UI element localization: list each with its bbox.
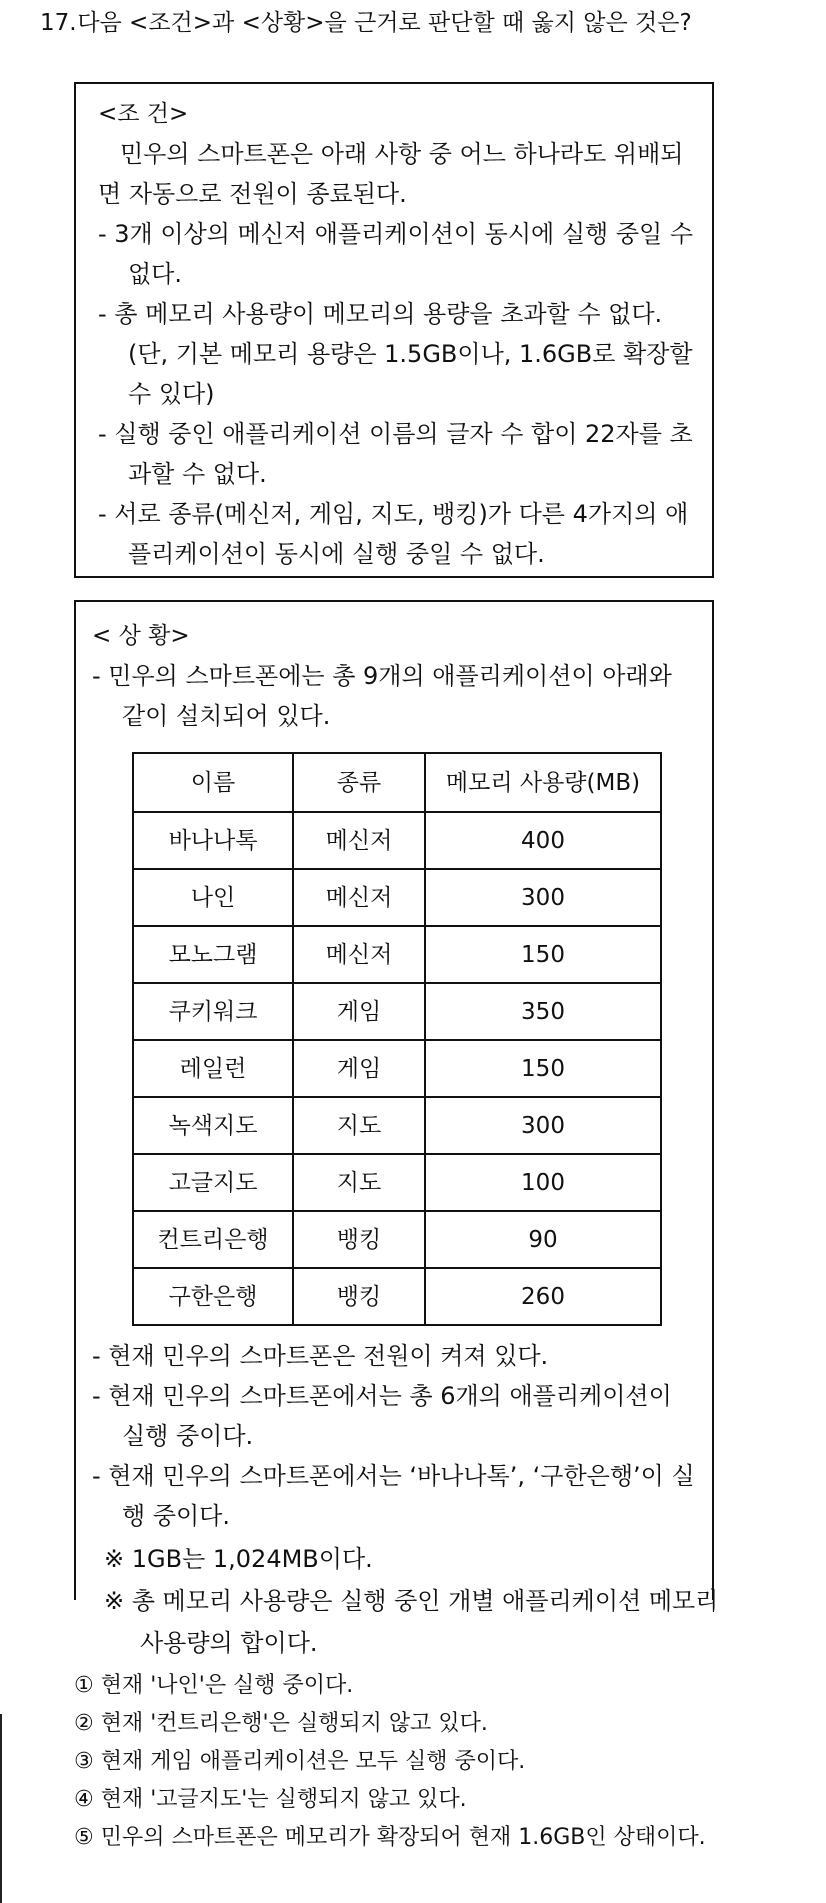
table-cell: 모노그램 [133, 926, 293, 983]
table-header-cell: 종류 [293, 753, 425, 812]
table-header-row [133, 753, 661, 812]
table-cell: 300 [425, 1097, 661, 1154]
table-row [133, 1040, 661, 1097]
choice-4[interactable]: ④ 현재 '고글지도'는 실행되지 않고 있다. [74, 1787, 467, 1812]
page-edge-line [0, 1714, 2, 1903]
table-cell: 뱅킹 [293, 1268, 425, 1325]
situation-intro: - 민우의 스마트폰에는 총 9개의 애플리케이션이 아래와 같이 설치되어 있다. [92, 662, 672, 730]
condition-item: - 서로 종류(메신저, 게임, 지도, 뱅킹)가 다른 4가지의 애플리케이션이 동시에 실행 중일 수 없다. [98, 500, 689, 568]
table-cell: 메신저 [293, 812, 425, 869]
table-cell: 메신저 [293, 926, 425, 983]
table-cell: 뱅킹 [293, 1211, 425, 1268]
situation-item: - 현재 민우의 스마트폰에서는 ‘바나나톡’, ‘구한은행’이 실행 중이다. [92, 1462, 695, 1530]
table-cell: 고글지도 [133, 1154, 293, 1211]
table-cell: 100 [425, 1154, 661, 1211]
conditions-intro: 민우의 스마트폰은 아래 사항 중 어느 하나라도 위배되면 자동으로 전원이 종료된다. [98, 140, 684, 208]
table-cell: 400 [425, 812, 661, 869]
table-cell: 나인 [133, 869, 293, 926]
conditions-header: <조 건> [98, 101, 189, 127]
situation-item: - 현재 민우의 스마트폰에서는 총 6개의 애플리케이션이 실행 중이다. [92, 1382, 672, 1450]
table-cell: 150 [425, 926, 661, 983]
table-row [133, 812, 661, 869]
table-row [133, 926, 661, 983]
table-cell: 쿠키워크 [133, 983, 293, 1040]
question-text: 다음 <조건>과 <상황>을 근거로 판단할 때 옳지 않은 것은? [77, 10, 692, 36]
table-cell: 지도 [293, 1097, 425, 1154]
table-row [133, 1154, 661, 1211]
situation-box [74, 600, 714, 1600]
choice-5[interactable]: ⑤ 민우의 스마트폰은 메모리가 확장되어 현재 1.6GB인 상태이다. [74, 1825, 706, 1850]
table-cell: 녹색지도 [133, 1097, 293, 1154]
apps-table [132, 752, 662, 1326]
situation-item: - 현재 민우의 스마트폰은 전원이 켜져 있다. [92, 1342, 549, 1370]
table-cell: 구한은행 [133, 1268, 293, 1325]
question-number: 17. [40, 10, 77, 36]
table-header-cell: 메모리 사용량(MB) [425, 753, 661, 812]
table-cell: 90 [425, 1211, 661, 1268]
table-row [133, 1097, 661, 1154]
conditions-box [74, 82, 714, 578]
table-cell: 게임 [293, 1040, 425, 1097]
note-item: ※ 총 메모리 사용량은 실행 중인 개별 애플리케이션 메모리 사용량의 합이다. [104, 1587, 719, 1657]
condition-item: - 3개 이상의 메신저 애플리케이션이 동시에 실행 중일 수 없다. [98, 220, 694, 288]
table-cell: 350 [425, 983, 661, 1040]
table-cell: 게임 [293, 983, 425, 1040]
table-header-cell: 이름 [133, 753, 293, 812]
table-cell: 컨트리은행 [133, 1211, 293, 1268]
choice-3[interactable]: ③ 현재 게임 애플리케이션은 모두 실행 중이다. [74, 1749, 526, 1774]
table-row [133, 869, 661, 926]
table-cell: 레일런 [133, 1040, 293, 1097]
choice-1[interactable]: ① 현재 '나인'은 실행 중이다. [74, 1673, 354, 1698]
table-cell: 메신저 [293, 869, 425, 926]
table-row [133, 1268, 661, 1325]
question-stem [40, 8, 760, 38]
choice-2[interactable]: ② 현재 '컨트리은행'은 실행되지 않고 있다. [74, 1711, 488, 1736]
table-cell: 지도 [293, 1154, 425, 1211]
table-row [133, 983, 661, 1040]
condition-item: - 총 메모리 사용량이 메모리의 용량을 초과할 수 없다. (단, 기본 메모리 용량은 1.5GB이나, 1.6GB로 확장할 수 있다) [98, 300, 693, 408]
table-cell: 260 [425, 1268, 661, 1325]
table-cell: 300 [425, 869, 661, 926]
table-cell: 150 [425, 1040, 661, 1097]
table-cell: 바나나톡 [133, 812, 293, 869]
table-row [133, 1211, 661, 1268]
note-item: ※ 1GB는 1,024MB이다. [104, 1545, 373, 1573]
condition-item: - 실행 중인 애플리케이션 이름의 글자 수 합이 22자를 초과할 수 없다. [98, 420, 693, 488]
situation-header: < 상 황> [92, 623, 190, 649]
answer-choices [74, 1670, 774, 1860]
notes [104, 1538, 744, 1664]
